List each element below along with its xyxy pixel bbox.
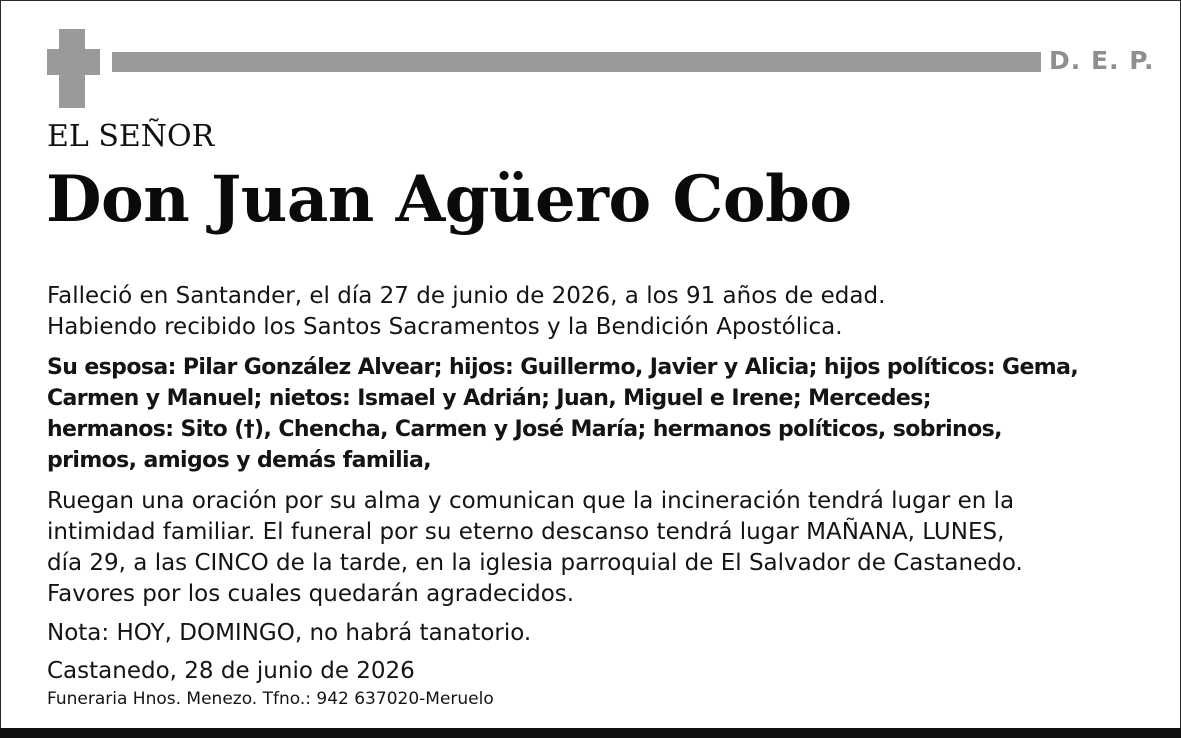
text-line: Carmen y Manuel; nietos: Ismael y Adrián; Juan, Miguel e Irene; Mercedes; bbox=[47, 386, 931, 411]
text-line: Favores por los cuales quedarán agradecidos. bbox=[47, 581, 575, 607]
deceased-name: Don Juan Agüero Cobo bbox=[46, 162, 852, 237]
text-line: Habiendo recibido los Santos Sacramentos y la Bendición Apostólica. bbox=[47, 314, 843, 340]
header-rule bbox=[112, 52, 1041, 72]
bottom-bar bbox=[0, 728, 1181, 738]
text-line: Su esposa: Pilar González Alvear; hijos: Guillermo, Javier y Alicia; hijos políticos: Gema, bbox=[47, 355, 1079, 380]
note bbox=[47, 618, 1147, 649]
dep-label: D. E. P. bbox=[1049, 46, 1155, 75]
death-notice bbox=[47, 281, 1147, 343]
text-line: Ruegan una oración por su alma y comunican que la incineración tendrá lugar en la bbox=[47, 488, 1015, 514]
text-line: primos, amigos y demás familia, bbox=[47, 448, 431, 473]
text-line: hermanos: Sito (†), Chencha, Carmen y José María; hermanos políticos, sobrinos, bbox=[47, 417, 1002, 442]
cross-icon bbox=[47, 29, 100, 108]
honorific: EL SEÑOR bbox=[47, 119, 215, 154]
note-text: Nota: HOY, DOMINGO, no habrá tanatorio. bbox=[47, 620, 532, 646]
funeral-announcement bbox=[47, 486, 1147, 610]
text-line: Falleció en Santander, el día 27 de junio de 2026, a los 91 años de edad. bbox=[47, 283, 886, 309]
text-line: día 29, a las CINCO de la tarde, en la iglesia parroquial de El Salvador de Castanedo. bbox=[47, 550, 1023, 576]
place-date bbox=[47, 656, 1147, 687]
place-date-text: Castanedo, 28 de junio de 2026 bbox=[47, 658, 415, 684]
funeral-home-footer: Funeraria Hnos. Menezo. Tfno.: 942 637020-Meruelo bbox=[47, 689, 494, 709]
text-line: intimidad familiar. El funeral por su eterno descanso tendrá lugar MAÑANA, LUNES, bbox=[47, 519, 1005, 545]
family-list bbox=[47, 352, 1147, 476]
